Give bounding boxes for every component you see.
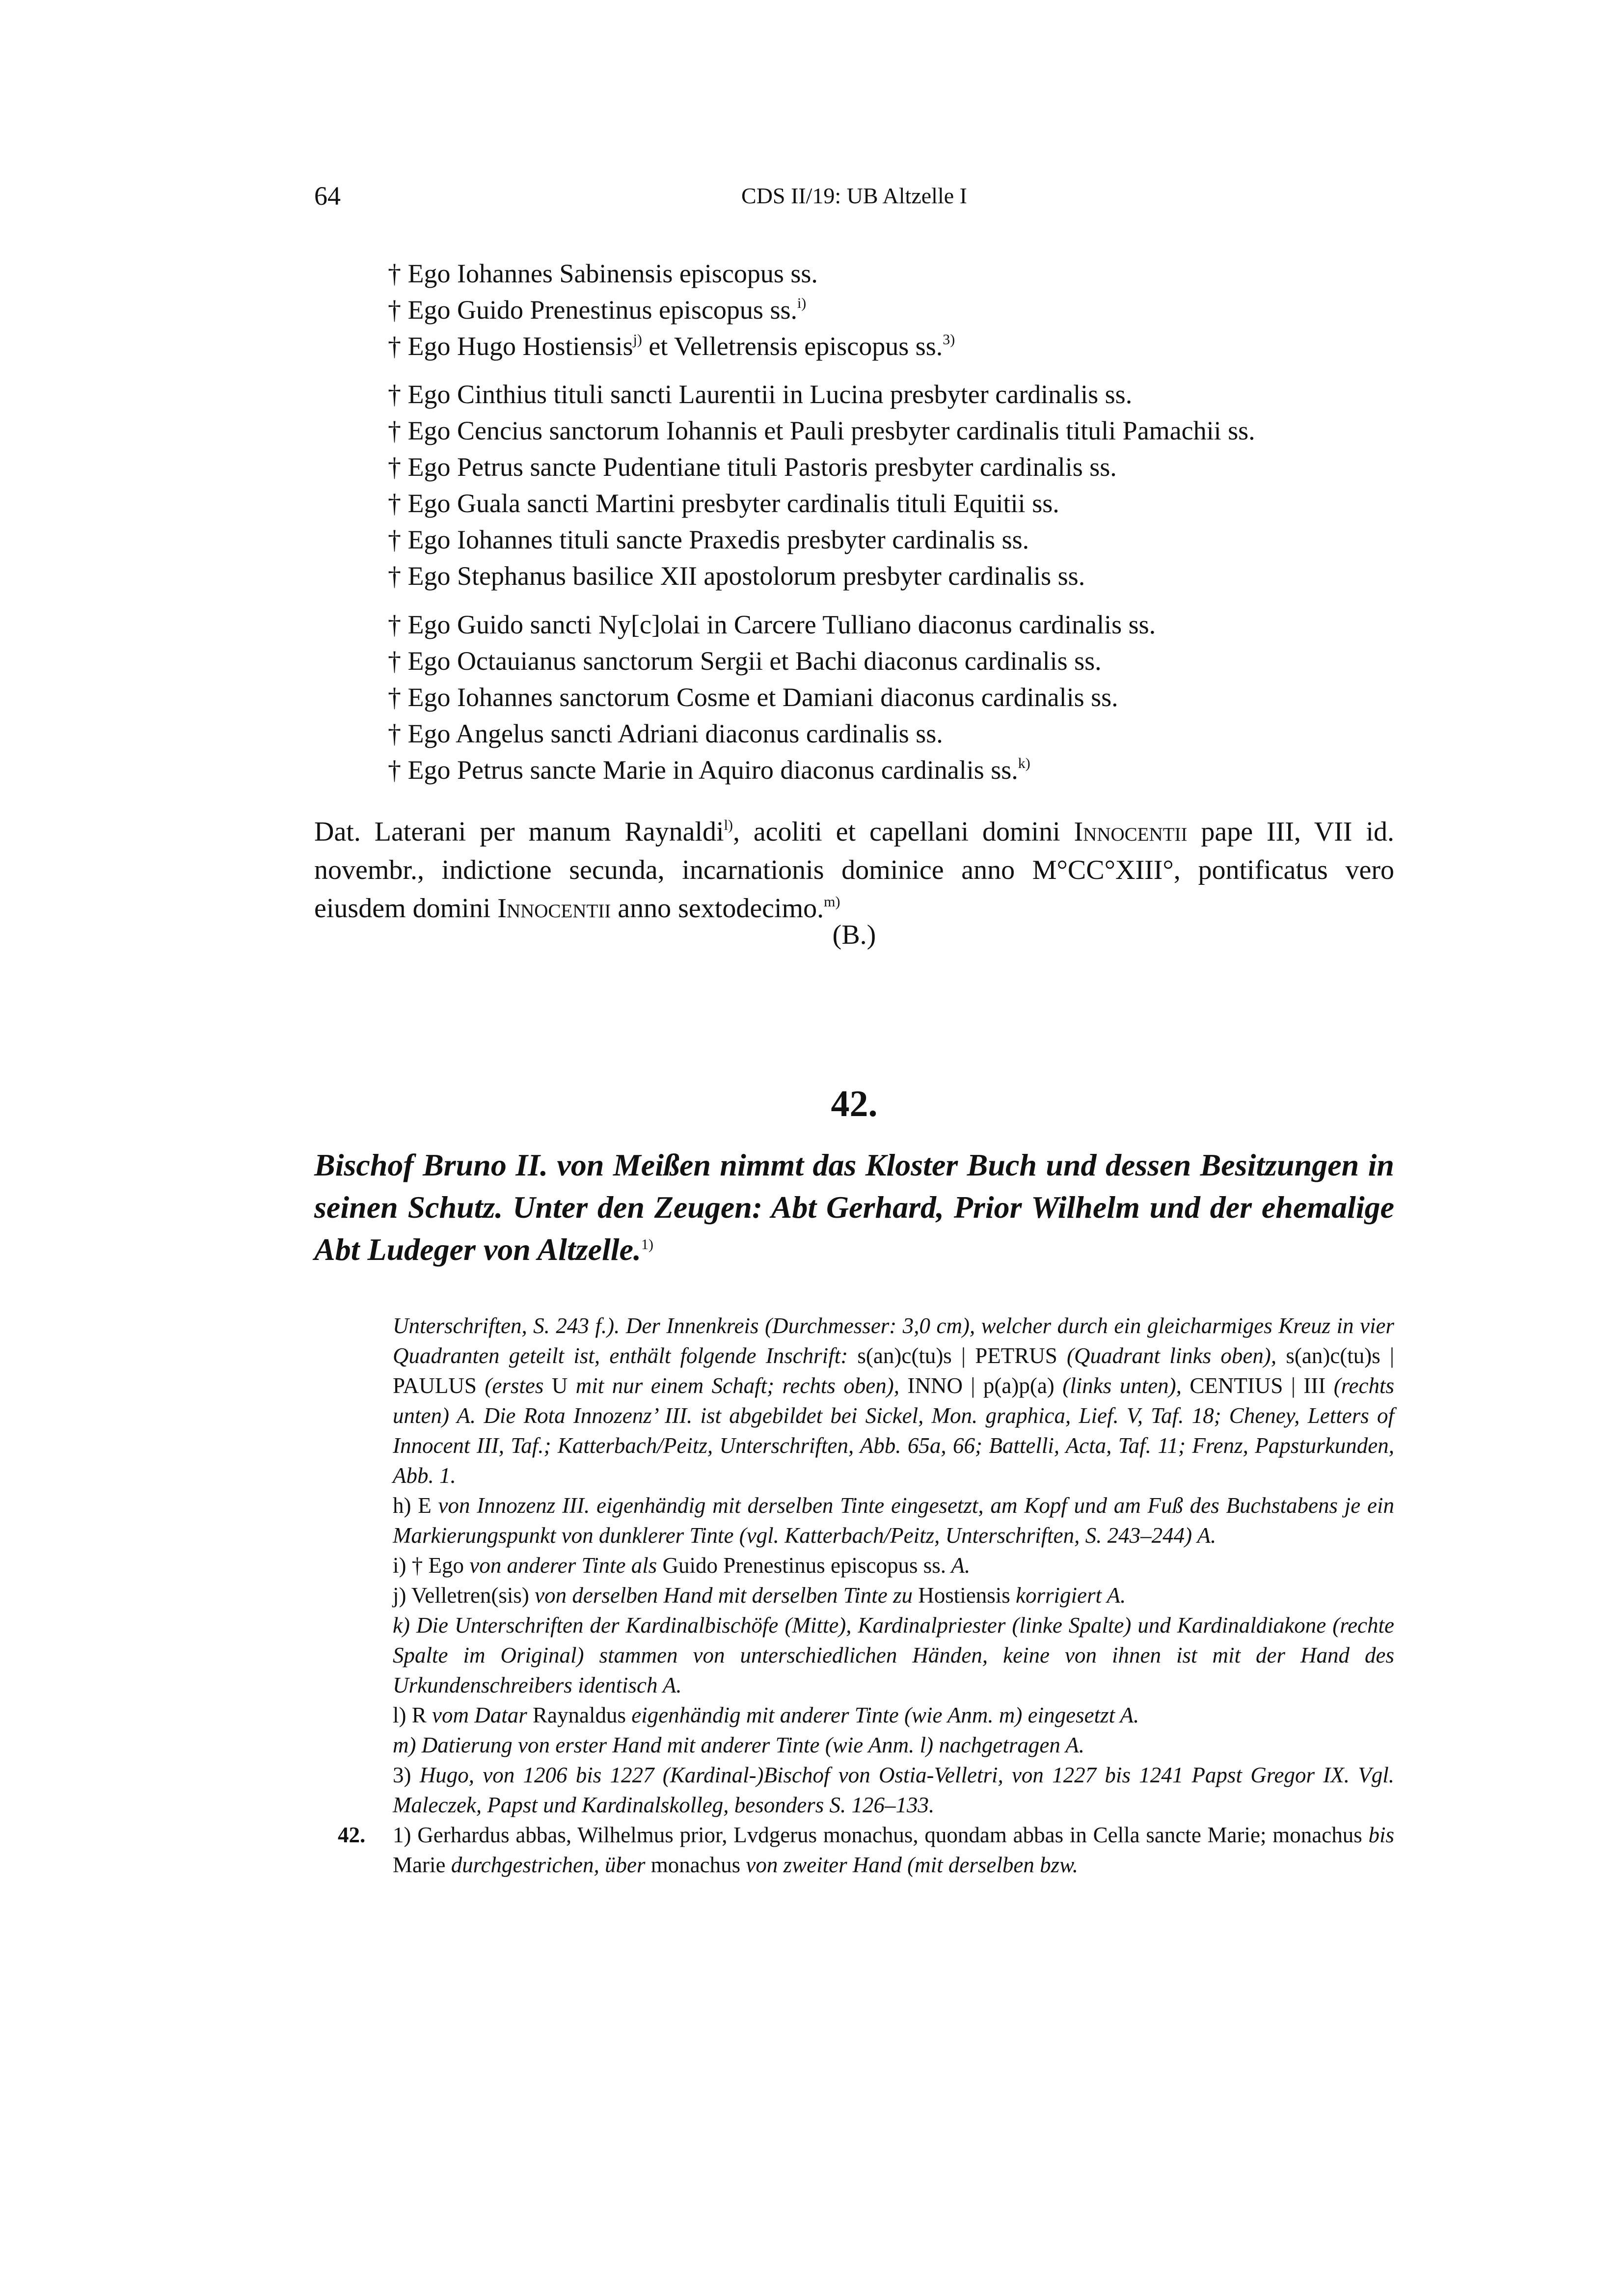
- footnote-3: 3) Hugo, von 1206 bis 1227 (Kardinal-)Bischof von Ostia-Velletri, von 1227 bis 1241 Papst Gregor IX. Vgl. Maleczek, Papst und Kardinalskolleg, besonders S. 126–133.: [393, 1763, 1394, 1817]
- subscription-line: † Ego Cinthius tituli sancti Laurentii in Lucina presbyter cardinalis ss.: [388, 380, 1133, 409]
- footnote-marker: j): [633, 331, 642, 348]
- dating-clause: Dat. Laterani per manum Raynaldi$^{l)}$, acoliti et capellani domini Innocentii pape III, VII id. novembr., indictione secunda, incarnationis dominice anno M°CC°XIII°, pontificatus vero eiusdem domini Innocentii anno sextodecimo.$^{m)}$: [314, 817, 1394, 924]
- subscription-line: † Ego Iohannes Sabinensis episcopus ss.: [388, 259, 818, 288]
- subscription-line: † Ego Petrus sancte Pudentiane tituli Pastoris presbyter cardinalis ss.: [388, 452, 1117, 482]
- subscriptions-bishops: [388, 255, 1443, 364]
- pope-name: Innocentii: [1074, 817, 1188, 847]
- footnote-l: l) R vom Datar Raynaldus eigenhändig mit anderer Tinte (wie Anm. m) eingesetzt A.: [393, 1703, 1139, 1727]
- subscription-line: † Ego Octauianus sanctorum Sergii et Bachi diaconus cardinalis ss.: [388, 646, 1102, 676]
- subscription-line: † Ego Guido Prenestinus episcopus ss.$^{i)}$: [388, 295, 807, 325]
- subscription-line: † Ego Iohannes tituli sancte Praxedis presbyter cardinalis ss.: [388, 525, 1029, 554]
- footnote-m: m) Datierung von erster Hand mit anderer Tinte (wie Anm. l) nachgetragen A.: [393, 1733, 1084, 1757]
- subscription-line: † Ego Petrus sancte Marie in Aquiro diaconus cardinalis ss.$^{k)}$: [388, 755, 1030, 785]
- footnote-document-label: 42.: [338, 1823, 366, 1847]
- page-header: [314, 181, 1394, 220]
- pope-name: Innocentii: [497, 893, 611, 924]
- subscription-line: † Ego Hugo Hostiensis$^{j)}$ et Velletrensis episcopus ss.$^{3)}$: [388, 331, 955, 361]
- subscription-line: † Ego Guala sancti Martini presbyter cardinalis tituli Equitii ss.: [388, 489, 1059, 518]
- footnote-marker: i): [797, 295, 807, 311]
- subscription-line: † Ego Guido sancti Ny[c]olai in Carcere Tulliano diaconus cardinalis ss.: [388, 610, 1156, 639]
- footnote-marker: l): [724, 817, 733, 833]
- footnote-marker: k): [1018, 755, 1030, 771]
- document-title: Bischof Bruno II. von Meißen nimmt das Kloster Buch und dessen Besitzungen in seinen Schutz. Unter den Zeugen: Abt Gerhard, Prior Wilhelm und der ehemalige Abt Ludeger von Altzelle.$^{1)}$: [314, 1148, 1394, 1267]
- subscription-line: † Ego Angelus sancti Adriani diaconus cardinalis ss.: [388, 719, 943, 748]
- subscription-line: † Ego Cencius sanctorum Iohannis et Pauli presbyter cardinalis tituli Pamachii ss.: [388, 416, 1255, 445]
- footnote-marker: m): [824, 894, 840, 910]
- footnote-k: k) Die Unterschriften der Kardinalbischöfe (Mitte), Kardinalpriester (linke Spalte) und Kardinaldiakone (rechte Spalte im Original) stammen von unterschiedlichen Händen, keine von ihnen ist mit der Hand des Urkundenschreibers identisch A.: [393, 1613, 1394, 1697]
- footnote-marker: 1): [641, 1236, 654, 1253]
- subscription-line: † Ego Stephanus basilice XII apostolorum presbyter cardinalis ss.: [388, 561, 1085, 591]
- footnote-marker: 3): [943, 331, 955, 348]
- footnote-i: i) † Ego von anderer Tinte als Guido Prenestinus episcopus ss. A.: [393, 1553, 971, 1578]
- footnote-h: h) E von Innozenz III. eigenhändig mit derselben Tinte eingesetzt, am Kopf und am Fuß des Buchstabens je ein Markierungspunkt von dunklerer Tinte (vgl. Katterbach/Peitz, Unterschriften, S. 243–244) A.: [393, 1493, 1394, 1548]
- siglum: (B.): [832, 920, 876, 950]
- footnote-42-1: 42. 1) Gerhardus abbas, Wilhelmus prior, Lvdgerus monachus, quondam abbas in Cella sancte Marie; monachus bis Marie durchgestrichen, über monachus von zweiter Hand (mit derselben bzw.: [393, 1820, 1394, 1880]
- subscriptions-deacons: [388, 606, 1443, 788]
- footnote-g-continued: Unterschriften, S. 243 f.). Der Innenkreis (Durchmesser: 3,0 cm), welcher durch ein gleicharmiges Kreuz in vier Quadranten geteilt ist, enthält folgende Inschrift: s(an)c(tu)s | PETRUS (Quadrant links oben), s(an)c(tu)s | PAULUS (erstes U mit nur einem Schaft; rechts oben), INNO | p(a)p(a) (links unten), CENTIUS | III (rechts unten) A. Die Rota Innozenz’ III. ist abgebildet bei Sickel, Mon. graphica, Lief. V, Taf. 18; Cheney, Letters of Innocent III, Taf.; Katterbach/Peitz, Unterschriften, Abb. 65a, 66; Battelli, Acta, Taf. 11; Frenz, Papsturkunden, Abb. 1.: [393, 1313, 1395, 1488]
- running-head: CDS II/19: UB Altzelle I: [741, 183, 967, 208]
- footnote-j: j) Velletren(sis) von derselben Hand mit derselben Tinte zu Hostiensis korrigiert A.: [393, 1583, 1126, 1608]
- footnotes: [338, 1311, 1395, 1880]
- document-number: 42.: [831, 1083, 878, 1124]
- subscriptions-priests: [388, 376, 1443, 594]
- subscription-line: † Ego Iohannes sanctorum Cosme et Damiani diaconus cardinalis ss.: [388, 683, 1118, 712]
- page-number: 64: [314, 181, 341, 211]
